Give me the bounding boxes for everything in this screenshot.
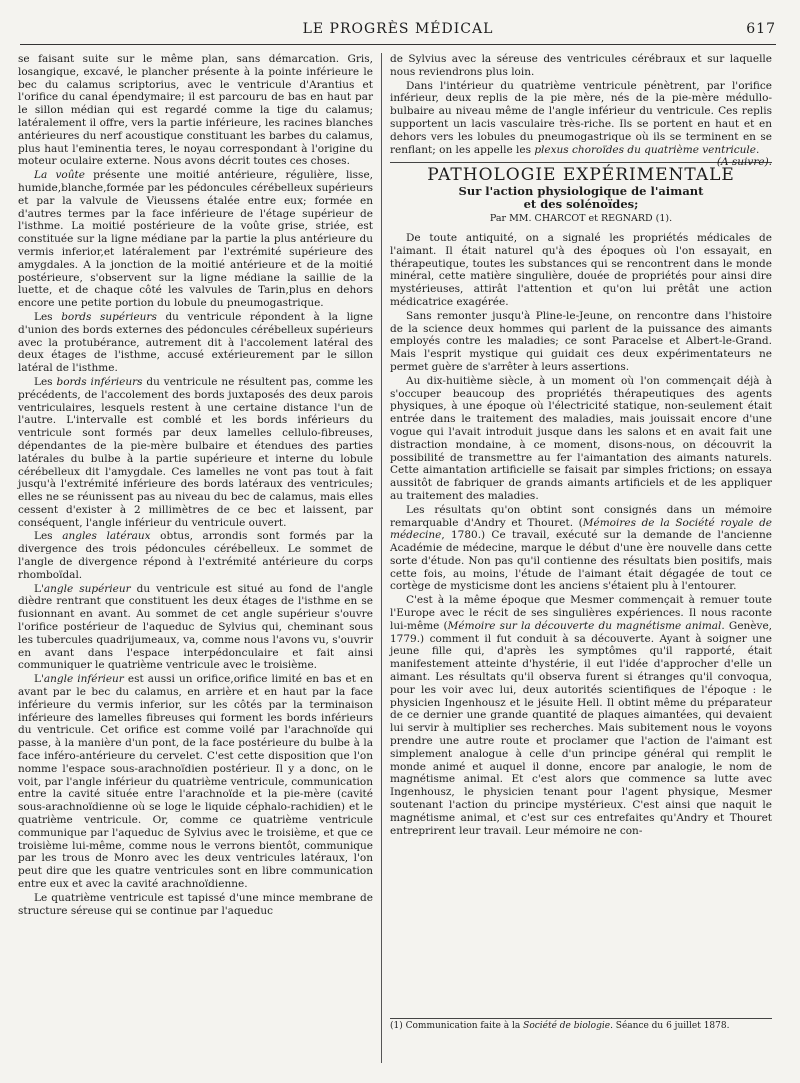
paragraph-text: C'est à la même époque que Mesmer commençait à remuer toute l'Europe avec le récit de ses singulières expériences. Il nous raconte lui-même ( <box>390 594 772 632</box>
paragraph-emphasis: Mémoires de la Société royale de médecine <box>390 516 773 542</box>
left-paragraph <box>18 53 373 168</box>
paragraph-text: Les résultats qu'on obtint sont consignés dans un mémoire remarquable d'Andry et Thouret. ( <box>390 503 772 529</box>
footnote-pre: (1) Communication faite à la <box>390 1021 524 1031</box>
right-column <box>390 53 772 838</box>
left-paragraph <box>18 169 373 310</box>
paragraph-lead: L' <box>34 582 44 595</box>
paragraph-text: Le quatrième ventricule est tapissé d'une mince membrane de structure séreuse qui se continue par l'aqueduc <box>18 891 373 917</box>
left-paragraph <box>18 673 373 891</box>
paragraph-emphasis: bords inférieurs <box>56 375 143 388</box>
paragraph-emphasis: angle supérieur <box>43 582 131 595</box>
left-paragraph <box>18 530 373 581</box>
column-divider <box>381 53 382 1063</box>
page-number: 617 <box>746 21 776 37</box>
article-paragraph <box>390 310 772 374</box>
left-column <box>18 53 373 918</box>
paragraph-text: De toute antiquité, on a signalé les propriétés médicales de l'aimant. Il était naturel qu'à des époques où l'on essayait, en thérapeutique, toutes les substances qui se rencontrent dans le monde minéral, cette matière singulière, douée de propriétés pour ainsi dire mystérieuses, attirât l'attention et qu'on lui prêtât une action médicatrice exagérée. <box>390 231 772 308</box>
paragraph-lead: Les <box>34 375 57 388</box>
section-title: PATHOLOGIE EXPÉRIMENTALE <box>390 162 772 182</box>
paragraph-emphasis: angle inférieur <box>43 673 124 686</box>
paragraph-text: du ventricule ne résultent pas, comme les précédents, de l'accolement des bords juxtaposés des deux parois ventriculaires, lesquels restent à une certaine distance l'un de l'autre. L'intervalle est comblé et les bords inférieurs du ventricule sont formés par deux lamelles cellulo-fibreuses, dépendantes de la pie-mère bulbaire et étendues des parties latérales du bulbe à la partie supérieure et interne du lobule cérébelleux dit l'amygdale. Ces lamelles ne vont pas tout à fait jusqu'à l'extrémité inférieure des bords latéraux des ventricules; elles ne se réunissent pas au niveau du bec de calamus, mais elles cessent d'exister à 2 millimètres de ce bec et laissent, par conséquent, l'angle inférieur du ventricule ouvert. <box>18 375 374 529</box>
paragraph-text: obtus, arrondis sont formés par la divergence des trois pédoncules cérébelleux. Le sommet de l'angle de divergence répond à l'extrémité antérieure du corps rhomboïdal. <box>18 530 373 581</box>
paragraph-text: Dans l'intérieur du quatrième ventricule pénètrent, par l'orifice inférieur, deux replis de la pie mère, nés de la pie-mère médullo-bulbaire au niveau même de l'angle inférieur du ventricule. Ces replis supportent un lacis vasculaire très-riche. Ils se portent en haut et en dehors vers les lobules du pneumogastrique où ils se terminent en se renflant; on les appelle les <box>390 79 772 156</box>
paragraph-text: Sans remonter jusqu'à Pline-le-Jeune, on rencontre dans l'histoire de la science deux hommes qui parlent de la puissance des aimants employés contre les maladies; ce sont Paracelse et Albert-le-Grand. Mais l'esprit mystique qui guidait ces deux expérimentateurs ne permet guère de s'arrêter à leurs assertions. <box>390 309 772 373</box>
paragraph-tail: . Genève, 1779.) comment il fut conduit à sa découverte. Ayant à soigner une jeune fille qui, d'après les symptômes qu'il rapporté, était manifestement atteinte d'hystérie, il eut l'idée d'approcher d'elle un aimant. Les résultats qu'il observa furent si étranges qu'il convoqua, pour les voir avec lui, deux autorités scientifiques de l'époque : le physicien Ingenhousz et le jésuite Hell. Il obtint même du préparateur de ce dernier une grande quantité de plaques aimantées, qui devaient lui servir à multiplier ses recherches. Mais subitement nous le voyons prendre une autre route et proclamer que l'action de l'aimant est simplement analogue à celle d'un principe général qui remplit le monde animé et auquel il donne, encore par analogie, le nom de magnétisme animal. Et c'est alors que commence sa lutte avec Ingenhousz, le physicien tenant pour l'agent physique, Mesmer soutenant l'action du principe mystérieux. C'est ainsi que naquit le magnétisme animal, et c'est sur ces entrefaites qu'Andry et Thouret entreprirent leur travail. Leur mémoire ne con- <box>390 619 772 837</box>
paragraph-emphasis: Mémoire sur la découverte du magnétisme animal <box>447 619 722 632</box>
paragraph-text: du ventricule est situé au fond de l'angle dièdre rentrant que constituent les deux étages de l'isthme en se fusionnant en avant. Au sommet de cet angle supérieur s'ouvre l'orifice postérieur de l'aqueduc de Sylvius qui, cheminant sous les tubercules quadrijumeaux, va, comme nous l'avons vu, s'ouvrir en avant dans l'espace interpédonculaire et fait ainsi communiquer le quatrième ventricule avec le troisième. <box>18 582 373 672</box>
article-paragraph <box>390 594 772 837</box>
left-paragraph <box>18 311 373 375</box>
a-suivre-note: (A suivre). <box>716 156 772 169</box>
article-title-line-2: et des solénoïdes; <box>523 197 639 212</box>
paragraph-emphasis: bords supérieurs <box>61 310 157 323</box>
right-column-intro <box>390 53 772 169</box>
paragraph-lead: Les <box>34 310 62 323</box>
footnote-society: Société de biologie <box>523 1021 611 1031</box>
running-header <box>20 18 776 45</box>
paragraph-emphasis: angles latéraux <box>62 530 151 543</box>
paragraph-text: de Sylvius avec la séreuse des ventricules cérébraux et sur laquelle nous reviendrons plus loin. <box>390 53 772 78</box>
paragraph-tail: , 1780.) Ce travail, exécuté sur la demande de l'ancienne Académie de médecine, marque le début d'une ère nouvelle dans cette sorte d'étude. Non pas qu'il contienne des résultats bien positifs, mais cette fois, au moins, l'étude de l'aimant était dégagée de tout ce cortège de mysticisme dont les anciens s'étaient plu à l'entourer. <box>390 529 772 593</box>
right-intro-paragraph <box>390 79 772 169</box>
right-column-article <box>390 232 772 837</box>
paragraph-text: est aussi un orifice,orifice limité en bas et en avant par le bec du calamus, en arrière et en haut par la face inférieure du vermis inferior, sur les côtés par la terminaison inférieure des lamelles fibreuses qui forment les bords inférieurs du ventricule. Cet orifice est comme voilé par l'arachnoïde qui passe, à la manière d'un pont, de la face postérieure du bulbe à la face inféro-antérieure du cervelet. C'est cette disposition que l'on nomme l'espace sous-arachnoïdien postérieur. Il y a donc, on le voit, par l'angle inférieur du quatrième ventricule, communication entre la cavité située entre l'arachnoïde et la pie-mère (cavité sous-arachnoïdienne où se loge le liquide céphalo-rachidien) et le quatrième ventricule. Or, comme ce quatrième ventricule communique par l'aqueduc de Sylvius avec le troisième, et que ce troisième lui-même, comme nous le verrons bientôt, communique par les trous de Monro avec les deux ventricules latéraux, l'on peut dire que les quatre ventricules sont en libre communication entre eux et avec la cavité arachnoïdienne. <box>18 673 373 890</box>
article-paragraph <box>390 375 772 503</box>
left-paragraph <box>18 583 373 673</box>
paragraph-emphasis: plexus choroïdes du quatrième ventricule. <box>534 143 760 156</box>
left-paragraph <box>18 892 373 918</box>
right-intro-paragraph <box>390 53 772 79</box>
paragraph-text: Au dix-huitième siècle, à un moment où l'on commençait déjà à s'occuper beaucoup des propriétés thérapeutiques des agents physiques, à une époque où l'électricité statique, non-seulement était entrée dans le traitement des maladies, mais jouissait encore d'une vogue qui l'avait introduit jusque dans les salons et en avait fait une distraction mondaine, à ce moment, disons-nous, on découvrit la possibilité de transmettre au fer l'aimantation des aimants naturels. Cette aimantation artificielle se faisait par simples frictions; on essaya aussitôt de fabriquer de grands aimants artificiels et de les appliquer au traitement des maladies. <box>390 374 772 502</box>
article-byline: Par MM. CHARCOT et REGNARD (1). <box>489 213 673 225</box>
left-paragraph <box>18 376 373 530</box>
journal-title: LE PROGRÈS MÉDICAL <box>302 21 494 37</box>
article-paragraph <box>390 504 772 594</box>
article-title-line-1: Sur l'action physiologique de l'aimant <box>458 184 704 199</box>
footnote-post: . Séance du 6 juillet 1878. <box>610 1021 730 1031</box>
footnote <box>390 1018 772 1032</box>
paragraph-emphasis: La voûte <box>34 169 85 182</box>
paragraph-lead: Les <box>34 530 63 543</box>
paragraph-text: présente une moitié antérieure, régulière, lisse, humide,blanche,formée par les pédoncules cérébelleux supérieurs et par la valvule de Vieussens étalée entre eux; formée en d'autres termes par la face inférieure de l'étage supérieur de l'isthme. La moitié postérieure de la voûte grise, striée, est constituée sur la ligne médiane par la partie la plus antérieure du vermis inferior,et latéralement par l'extrémité supérieure des amygdales. A la jonction de la moitié antérieure et de la moitié postérieure, s'observent sur la ligne médiane la saillie de la luette, et de chaque côté les valvules de Tarin,plus en dehors encore une petite portion du lobule du pneumogastrique. <box>18 169 373 310</box>
paragraph-lead: L' <box>34 673 44 686</box>
paragraph-text: du ventricule répondent à la ligne d'union des bords externes des pédoncules cérébelleux supérieurs avec la protubérance, autrement dit à l'accolement latéral des deux étages de l'isthme, accusé extérieurement par le sillon latéral de l'isthme. <box>18 310 373 375</box>
paragraph-text: se faisant suite sur le même plan, sans démarcation. Gris, losangique, excavé, le plancher présente à la pointe inférieure le bec du calamus scriptorius, avec le ventricule d'Arantius et l'orifice du canal épendymaire; il est parcouru de bas en haut par le sillon médian qui est regardé comme la tige du calamus; latéralement il offre, vers la partie inférieure, les racines blanches antérieures du nerf acoustique constituant les barbes du calamus, plus haut l'eminentia teres, le noyau correspondant à l'origine du moteur oculaire externe. Nous avons décrit toutes ces choses. <box>18 53 373 168</box>
article-paragraph <box>390 232 772 309</box>
